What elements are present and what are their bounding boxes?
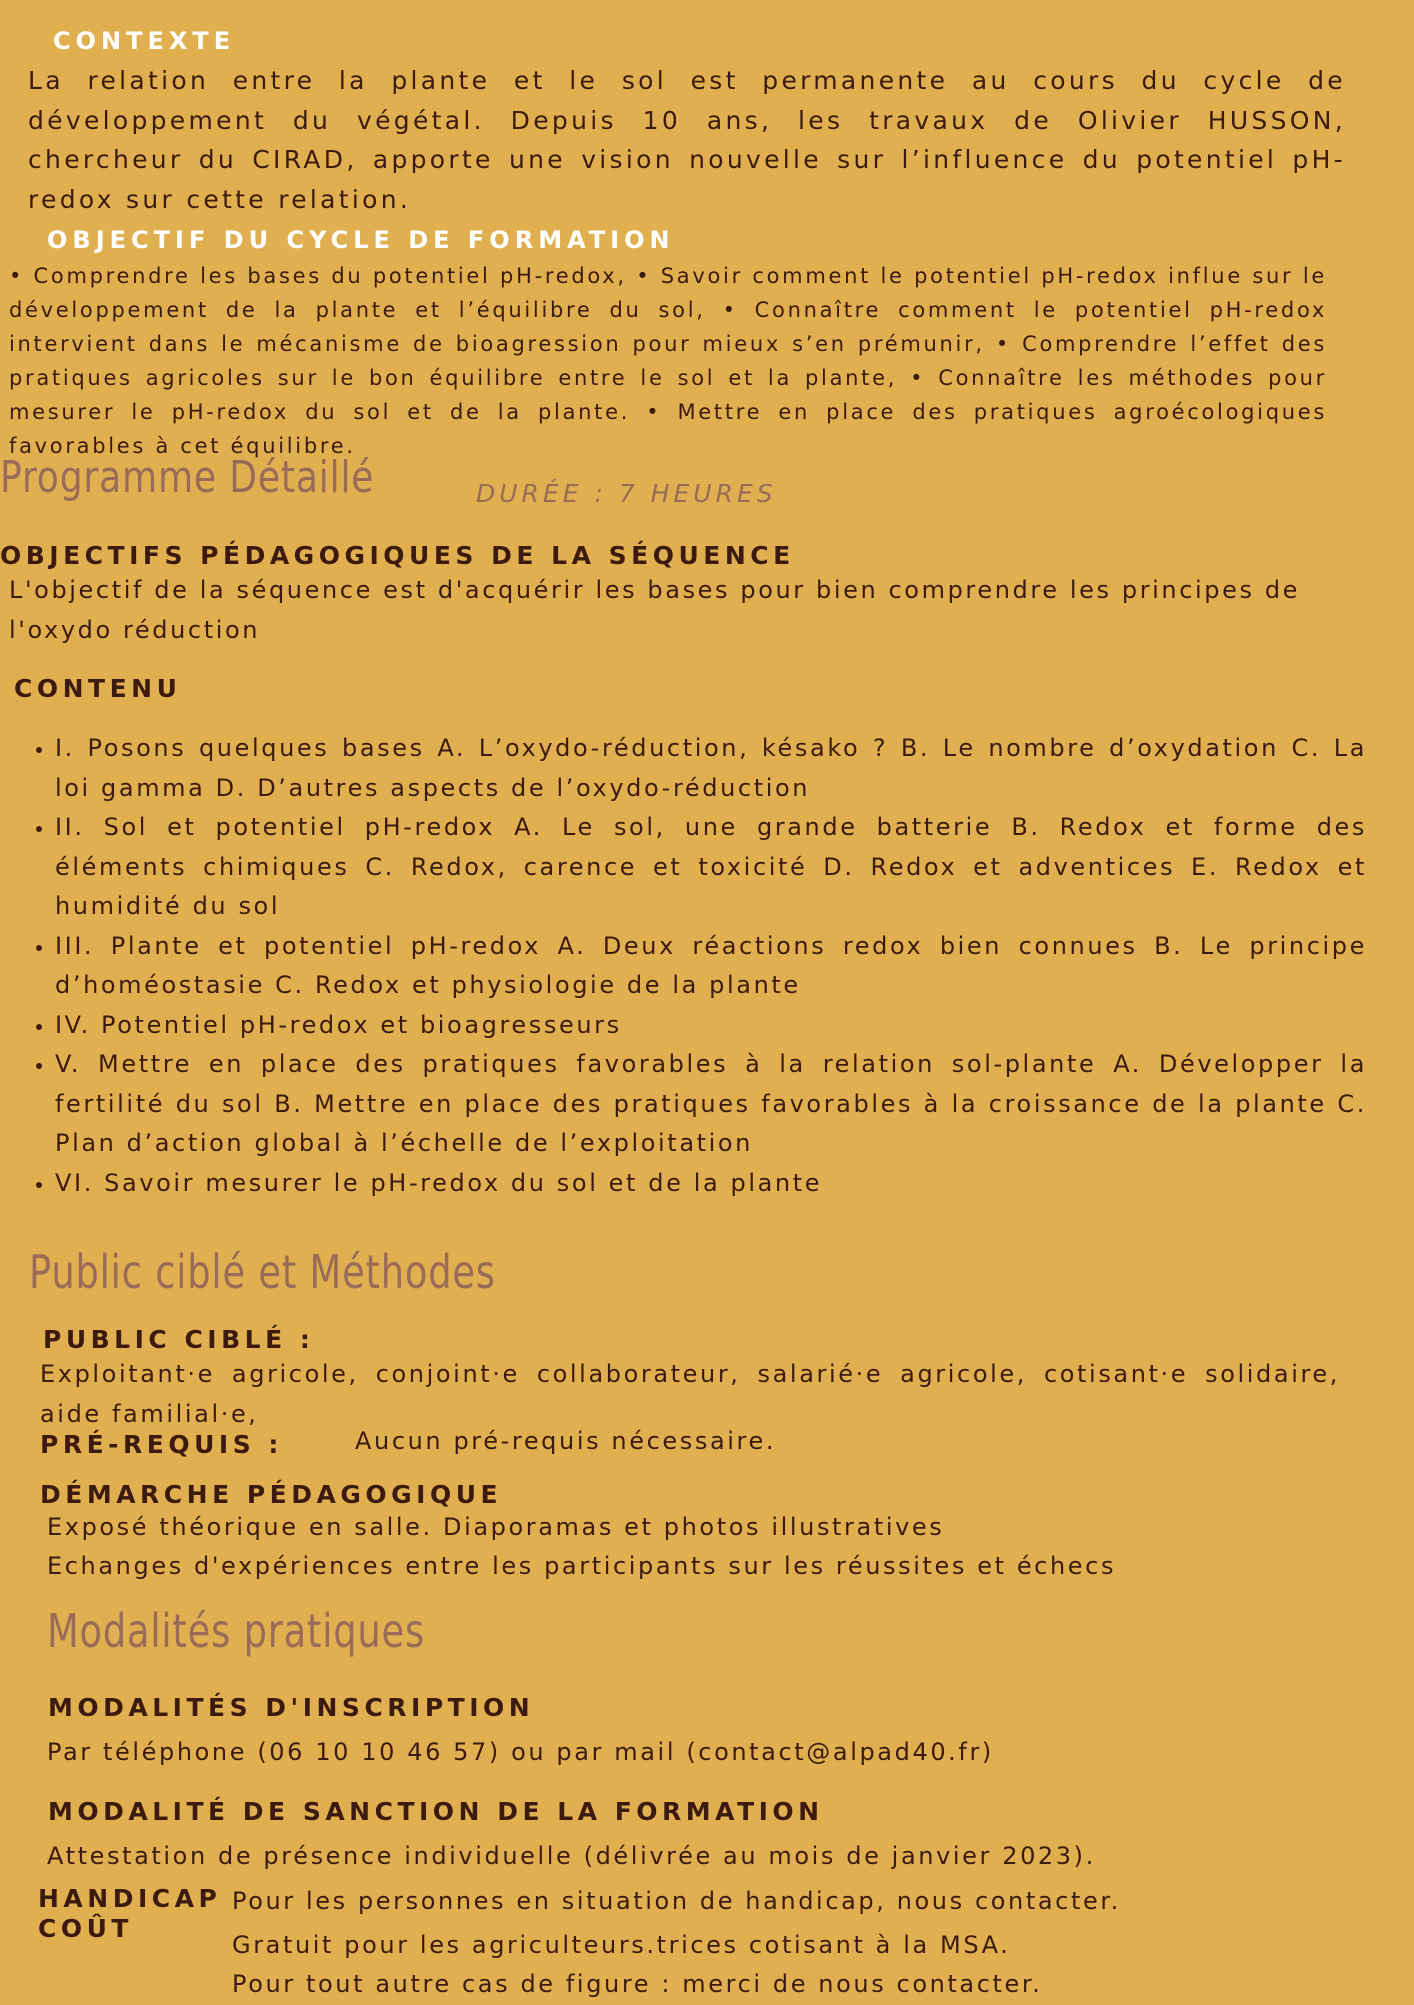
objectif-cycle-text: • Comprendre les bases du potentiel pH-redox, • Savoir comment le potentiel pH-redox influe sur le développement de la plante et l’équilibre du sol, • Connaître comment le potentiel pH-redox intervient dans le mécanisme de bioagression pour mieux s’en prémunir, • Comprendre l’effet des pratiques agricoles sur le bon équilibre entre le sol et la plante, • Connaître les méthodes pour mesurer le pH-redox du sol et de la plante. • Mettre en place des pratiques agroécologiques favorables à cet équilibre. [9,264,1327,458]
demarche-line-1: Exposé théorique en salle. Diaporamas et photos illustratives [47,1513,945,1541]
contenu-list [0,729,1367,1203]
modalites-title: Modalités pratiques [47,1604,425,1658]
sanction-heading: MODALITÉ DE SANCTION DE LA FORMATION [48,1797,824,1826]
contenu-item: • VI. Savoir mesurer le pH-redox du sol et de la plante [55,1164,1367,1204]
objectifs-pedagogiques-heading: OBJECTIFS PÉDAGOGIQUES DE LA SÉQUENCE [0,541,795,570]
handicap-label: HANDICAP [38,1884,222,1913]
contenu-item: • V. Mettre en place des pratiques favorables à la relation sol-plante A. Développer la fertilité du sol B. Mettre en place des pratiques favorables à la croissance de la plante C. Plan d’action global à l’échelle de l’exploitation [55,1045,1367,1164]
handicap-text: Pour les personnes en situation de handicap, nous contacter. [232,1887,1121,1915]
sanction-text: Attestation de présence individuelle (délivrée au mois de janvier 2023). [47,1842,1096,1870]
demarche-line-2: Echanges d'expériences entre les participants sur les réussites et échecs [47,1552,1117,1580]
objectifs-pedagogiques-text: L'objectif de la séquence est d'acquérir les bases pour bien comprendre les principes de l'oxydo réduction [9,576,1301,644]
duree-label: DURÉE : 7 HEURES [476,479,777,508]
demarche-heading: DÉMARCHE PÉDAGOGIQUE [40,1480,503,1509]
prerequis-label: PRÉ-REQUIS : [40,1430,283,1459]
objectif-cycle-heading: OBJECTIF DU CYCLE DE FORMATION [47,226,675,254]
prerequis-text: Aucun pré-requis nécessaire. [355,1427,777,1455]
public-section-title: Public ciblé et Méthodes [29,1245,496,1299]
contenu-heading: CONTENU [14,674,182,703]
contenu-item: • III. Plante et potentiel pH-redox A. Deux réactions redox bien connues B. Le principe d’homéostasie C. Redox et physiologie de la plante [55,927,1367,1006]
inscription-heading: MODALITÉS D'INSCRIPTION [48,1693,535,1722]
cout-line-1: Gratuit pour les agriculteurs.trices cotisant à la MSA. [232,1931,1011,1959]
contexte-heading: CONTEXTE [53,27,236,55]
programme-title: Programme Détaillé [0,452,375,503]
contenu-item: • II. Sol et potentiel pH-redox A. Le sol, une grande batterie B. Redox et forme des éléments chimiques C. Redox, carence et toxicité D. Redox et adventices E. Redox et humidité du sol [55,808,1367,927]
contexte-text: La relation entre la plante et le sol est permanente au cours du cycle de développement du végétal. Depuis 10 ans, les travaux de Olivier HUSSON, chercheur du CIRAD, apporte une vision nouvelle sur l’influence du potentiel pH-redox sur cette relation. [28,66,1346,214]
inscription-text: Par téléphone (06 10 10 46 57) ou par mail (contact@alpad40.fr) [47,1738,994,1766]
cout-line-2: Pour tout autre cas de figure : merci de nous contacter. [232,1970,1043,1998]
cout-label: COÛT [38,1914,133,1943]
public-cible-text: Exploitant·e agricole, conjoint·e collaborateur, salarié·e agricole, cotisant·e solidaire, aide familial·e, [40,1360,1340,1428]
public-cible-label: PUBLIC CIBLÉ : [43,1325,315,1354]
contenu-item: • I. Posons quelques bases A. L’oxydo-réduction, késako ? B. Le nombre d’oxydation C. La loi gamma D. D’autres aspects de l’oxydo-réduction [55,729,1367,808]
contenu-item: • IV. Potentiel pH-redox et bioagresseurs [55,1006,1367,1046]
